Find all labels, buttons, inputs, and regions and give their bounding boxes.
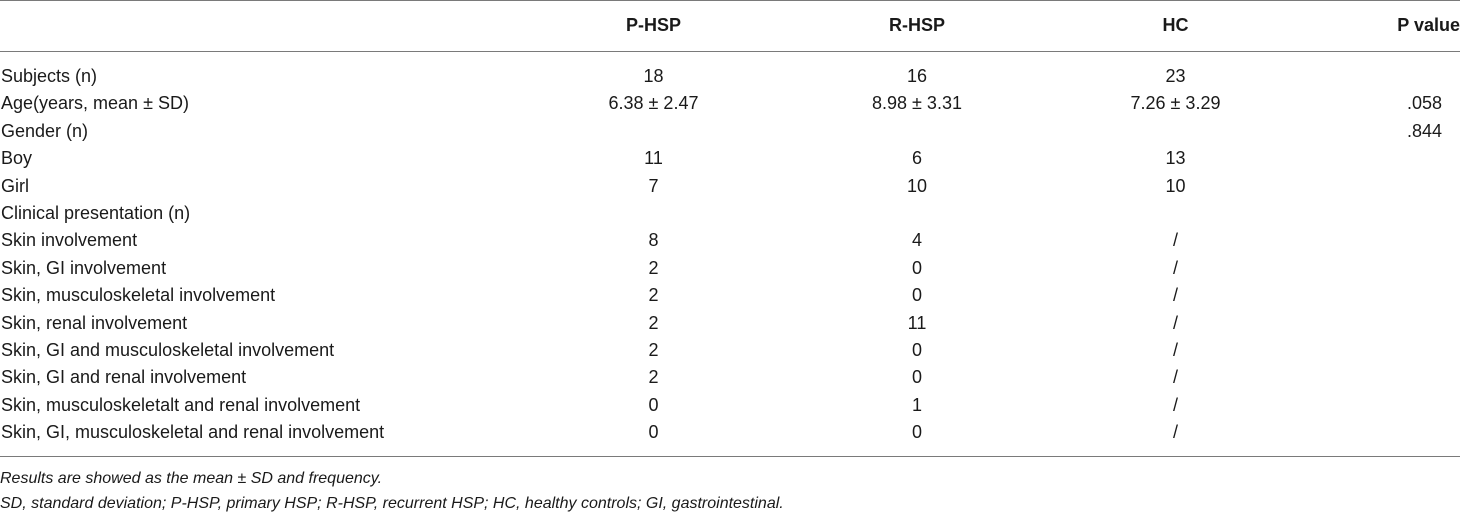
cell-label: Skin, GI and renal involvement <box>1 367 247 388</box>
cell-hc: / <box>1172 230 1178 251</box>
cell-hc: / <box>1172 312 1178 333</box>
cell-label: Gender (n) <box>1 120 89 141</box>
cell-p-hsp: 18 <box>643 66 664 86</box>
header-row <box>0 0 1460 51</box>
cell-r-hsp <box>787 118 1047 145</box>
table-row <box>0 392 1460 419</box>
table-row <box>0 51 1460 90</box>
cell-hc: / <box>1172 285 1178 306</box>
cell-p-hsp: 8 <box>648 230 659 251</box>
cell-label: Skin, GI and musculoskeletal involvement <box>1 340 335 361</box>
cell-p-hsp: 2 <box>648 285 659 306</box>
cell-p-value <box>1304 337 1460 364</box>
header-cell-hc: HC <box>1162 15 1189 35</box>
cell-label: Clinical presentation (n) <box>1 203 191 224</box>
cell-p-value <box>1304 200 1460 227</box>
cell-p-value: .844 <box>1406 120 1442 141</box>
cell-p-hsp: 11 <box>644 148 663 169</box>
cell-label: Boy <box>1 148 33 169</box>
header-cell-p-hsp: P-HSP <box>625 15 681 35</box>
cell-p-value <box>1304 364 1460 391</box>
table-row <box>0 419 1460 446</box>
table-row <box>0 200 1460 227</box>
cell-label: Skin, renal involvement <box>1 312 188 333</box>
cell-r-hsp <box>787 200 1047 227</box>
cell-r-hsp: 4 <box>911 230 922 251</box>
cell-p-value <box>1304 255 1460 282</box>
cell-p-value <box>1304 392 1460 419</box>
table-row <box>0 310 1460 337</box>
cell-r-hsp: 0 <box>911 367 922 388</box>
cell-p-hsp: 2 <box>648 340 659 361</box>
cell-hc: / <box>1172 422 1178 443</box>
cell-p-value: .058 <box>1406 93 1442 114</box>
cell-label: Skin involvement <box>1 230 138 251</box>
cell-r-hsp: 10 <box>906 175 928 196</box>
cell-r-hsp: 16 <box>906 66 928 86</box>
cell-p-value <box>1304 51 1460 90</box>
cell-hc: / <box>1172 257 1178 278</box>
cell-hc: 13 <box>1165 148 1186 169</box>
cell-hc: 7.26 ± 3.29 <box>1130 93 1221 114</box>
cell-p-value <box>1304 282 1460 309</box>
cell-p-hsp <box>520 200 787 227</box>
cell-p-hsp: 2 <box>648 367 659 388</box>
cell-hc: 10 <box>1165 175 1186 196</box>
cell-p-value <box>1304 310 1460 337</box>
cell-p-value <box>1304 419 1460 446</box>
cell-r-hsp: 0 <box>911 340 922 361</box>
cell-hc <box>1047 118 1304 145</box>
header-cell-label <box>0 0 520 51</box>
table-row <box>0 255 1460 282</box>
table-row <box>0 364 1460 391</box>
table-row <box>0 145 1460 172</box>
cell-label: Skin, musculoskeletal involvement <box>1 285 276 306</box>
table-row <box>0 90 1460 117</box>
cell-p-hsp: 0 <box>648 394 659 415</box>
cell-p-value <box>1304 227 1460 254</box>
header-cell-r-hsp: R-HSP <box>888 15 945 35</box>
header-cell-p-value: P value <box>1397 15 1460 35</box>
cell-r-hsp: 0 <box>911 257 922 278</box>
table-footnotes <box>0 466 784 516</box>
cell-hc <box>1047 200 1304 227</box>
cell-label: Subjects (n) <box>1 66 98 86</box>
cell-label: Skin, GI involvement <box>1 257 167 278</box>
cell-r-hsp: 8.98 ± 3.31 <box>872 93 962 114</box>
cell-p-value <box>1304 145 1460 172</box>
table-row <box>0 173 1460 200</box>
table-row <box>0 282 1460 309</box>
table-body <box>0 51 1460 447</box>
table-row <box>0 118 1460 145</box>
cell-label: Skin, musculoskeletalt and renal involvement <box>1 394 361 415</box>
cell-hc: / <box>1172 367 1178 388</box>
table-row <box>0 227 1460 254</box>
cell-label: Skin, GI, musculoskeletal and renal involvement <box>1 422 385 443</box>
cell-hc: / <box>1172 340 1178 361</box>
table-row <box>0 337 1460 364</box>
cell-label: Age(years, mean ± SD) <box>1 93 189 114</box>
footnote: SD, standard deviation; P-HSP, primary HSP; R-HSP, recurrent HSP; HC, healthy controls; GI, gastrointestinal. <box>0 495 784 512</box>
cell-p-hsp: 7 <box>648 175 659 196</box>
cell-hc: 23 <box>1165 66 1186 86</box>
footnote: Results are showed as the mean ± SD and frequency. <box>0 470 383 487</box>
cell-p-hsp: 2 <box>648 257 659 278</box>
cell-r-hsp: 6 <box>911 148 922 169</box>
cell-r-hsp: 1 <box>911 394 922 415</box>
cell-r-hsp: 0 <box>911 422 922 443</box>
cell-label: Girl <box>1 175 29 196</box>
cell-r-hsp: 11 <box>907 312 927 333</box>
cell-p-hsp: 0 <box>648 422 659 443</box>
cell-p-hsp: 2 <box>648 312 659 333</box>
bottom-rule <box>0 456 1460 457</box>
cell-r-hsp: 0 <box>911 285 922 306</box>
cell-hc: / <box>1172 394 1178 415</box>
cell-p-value <box>1304 173 1460 200</box>
cell-p-hsp <box>520 118 787 145</box>
cell-p-hsp: 6.38 ± 2.47 <box>608 93 699 114</box>
